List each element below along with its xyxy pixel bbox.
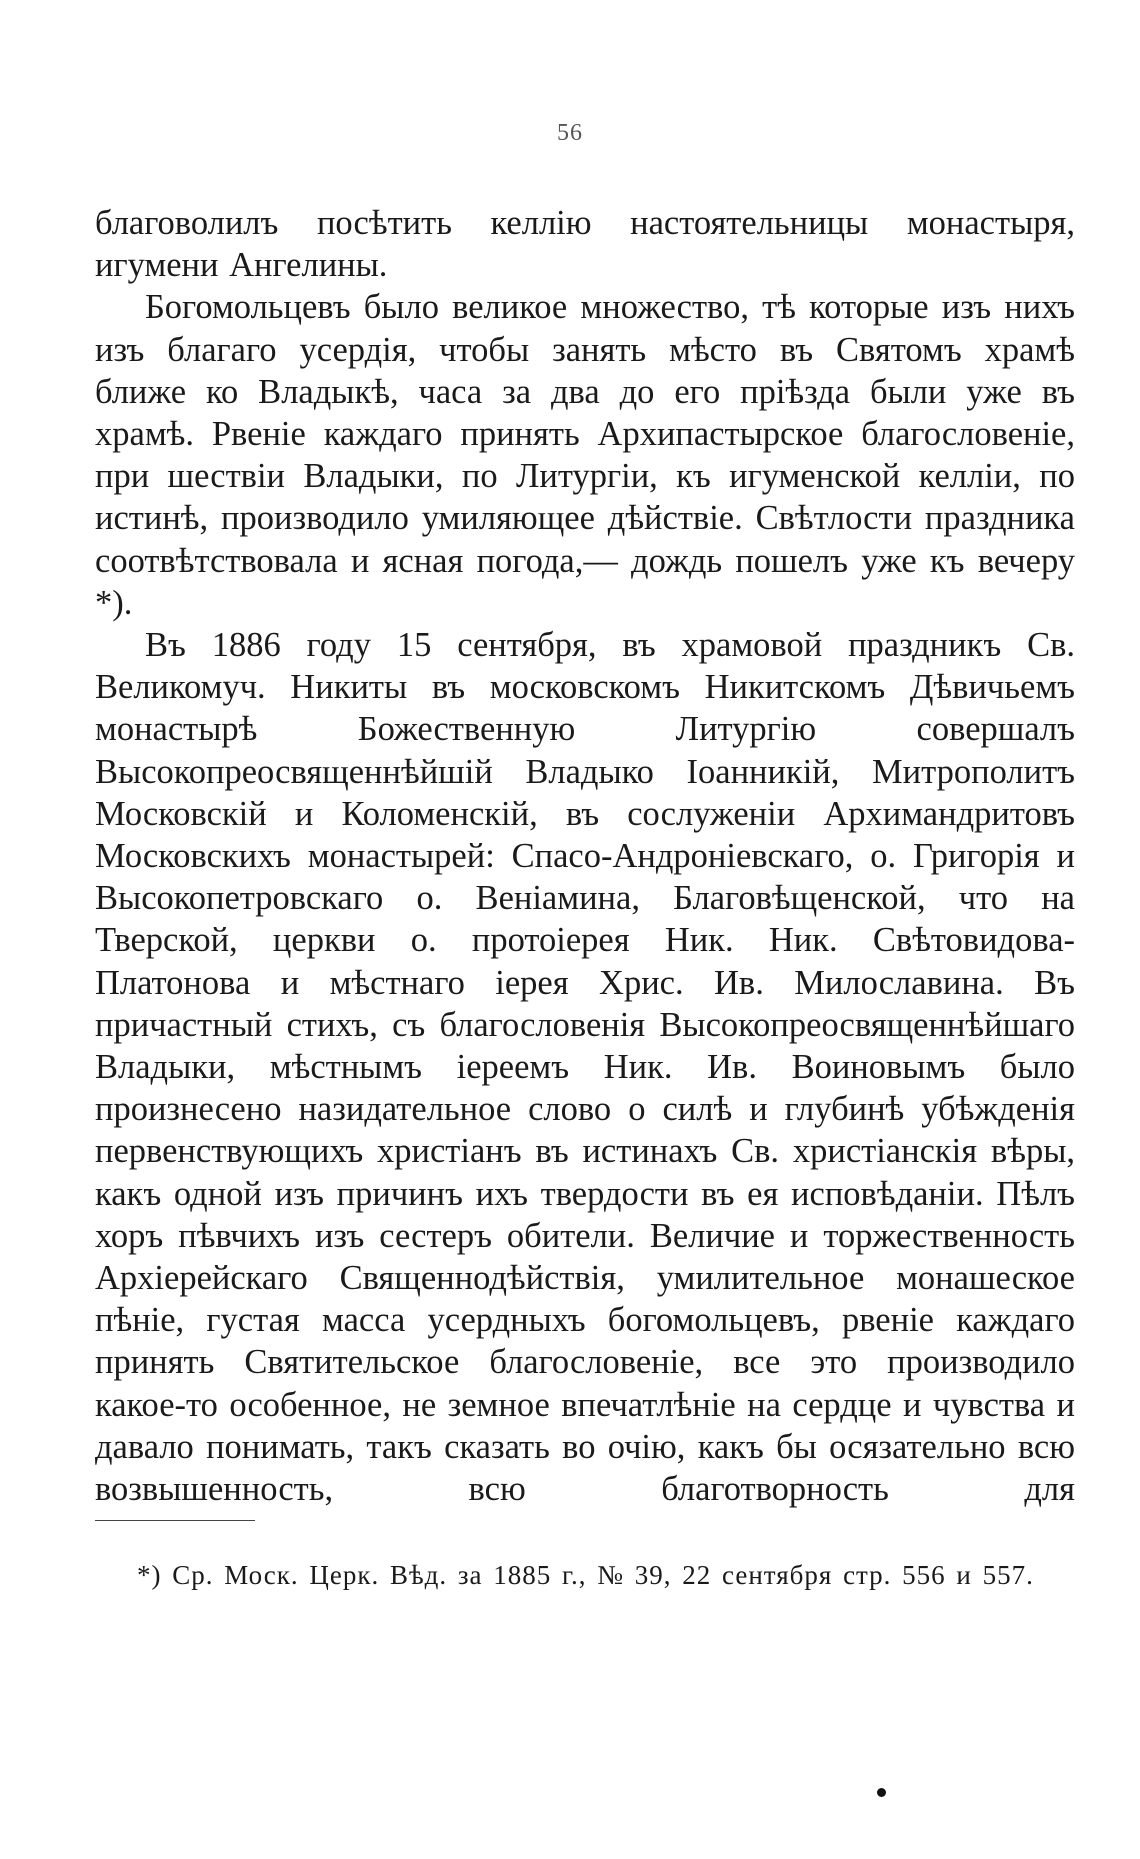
footnote: *) Ср. Моск. Церк. Вѣд. за 1885 г., № 39, 22 сентября стр. 556 и 557. [137,1560,1034,1590]
paragraph-continuation: благоволилъ посѣтить келлію настоятельницы монастыря, игумени Ангелины. [95,204,1075,285]
paragraph-pilgrims: Богомольцевъ было великое множество, тѣ которые изъ нихъ изъ благаго усердія, чтобы занять мѣсто въ Святомъ храмѣ ближе ко Владыкѣ, часа за два до его пріѣзда были уже въ храмѣ. Рвеніе каждаго принять Архипастырское благословеніе, при шествіи Владыки, по Литургіи, къ игуменской келліи, по истинѣ, производило умиляющее дѣйствіе. Свѣтлости праздника соотвѣтствовала и ясная погода,— дождь пошелъ уже къ вечеру *). [95,288,1075,622]
paragraph-feast-1886: Въ 1886 году 15 сентября, въ храмовой праздникъ Св. Великомуч. Никиты въ московскомъ Никитскомъ Дѣвичьемъ монастырѣ Божественную Литургію совершалъ Высокопреосвященнѣйшій Владыко Іоанникій, Митрополитъ Московскій и Коломенскій, въ сослуженіи Архимандритовъ Московскихъ монастырей: Спасо-Андроніевскаго, о. Григорія и Высокопетровскаго о. Веніамина, Благовѣщенской, что на Тверской, церкви о. протоіерея Ник. Ник. Свѣтовидова-Платонова и мѣстнаго іерея Хрис. Ив. Милославина. Въ причастный стихъ, съ благословенія Высокопреосвященнѣйшаго Владыки, мѣстнымъ іереемъ Ник. Ив. Воиновымъ было произнесено назидательное слово о силѣ и глубинѣ убѣжденія первенствующихъ христіанъ въ истинахъ Св. христіанскія вѣры, какъ одной изъ причинъ ихъ твердости въ ея исповѣданіи. Пѣлъ хоръ пѣвчихъ изъ сестеръ обители. Величие и торжественность Архіерейскаго Священнодѣйствія, умилительное монашеское пѣніе, густая масса усердныхъ богомольцевъ, рвеніе каждаго принять Святительское благословеніе, все это производило какое-то особенное, не земное впечатлѣніе на сердце и чувства и давало понимать, такъ сказать во очію, какъ бы осязательно всю возвышенность, всю благотворность для [95,626,1075,1509]
footnote-divider [95,1520,255,1521]
ink-dot-mark [877,1788,886,1797]
page-number: 56 [557,120,583,146]
main-text [95,202,1075,1510]
